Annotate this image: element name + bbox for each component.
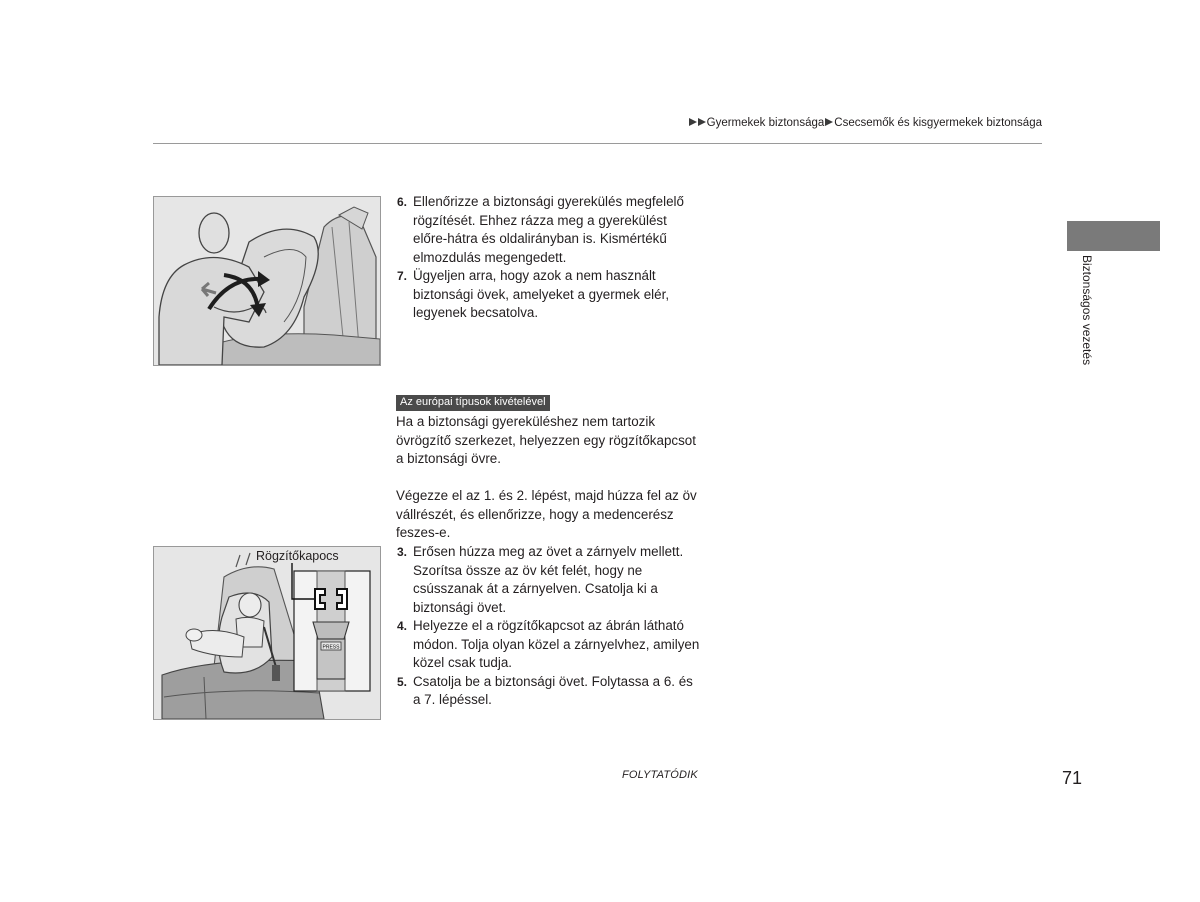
paragraph-intro: Ha a biztonsági gyereküléshez nem tartozik övrögzítő szerkezet, helyezzen egy rögzítőkapcsot a biztonsági övre. bbox=[396, 414, 696, 466]
child-seat-check-drawing bbox=[154, 197, 380, 365]
locking-clip-callout: Rögzítőkapocs bbox=[256, 549, 339, 563]
notice-badge: Az európai típusok kivételével bbox=[396, 395, 550, 411]
step-text: Erősen húzza meg az övet a zárnyelv mellett. Szorítsa össze az öv két felét, hogy ne csússzanak át a zárnyelven. Csatolja ki a biztonsági övet. bbox=[413, 544, 684, 615]
steps-list-top bbox=[397, 193, 697, 323]
step-item bbox=[397, 617, 702, 673]
triangle-right-icon bbox=[698, 118, 706, 126]
breadcrumb bbox=[660, 117, 1042, 129]
step-number: 4. bbox=[397, 619, 408, 633]
locking-clip-drawing bbox=[154, 547, 380, 719]
step-number: 7. bbox=[397, 269, 408, 283]
triangle-right-icon bbox=[825, 118, 833, 126]
step-number: 6. bbox=[397, 195, 408, 209]
buckle-press-label: PRESS bbox=[322, 644, 340, 651]
step-text: Ügyeljen arra, hogy azok a nem használt biztonsági övek, amelyeket a gyermek elér, legyenek becsatolva. bbox=[413, 268, 670, 320]
step-item bbox=[397, 673, 702, 710]
breadcrumb-item-infant-safety: Csecsemők és kisgyermekek biztonsága bbox=[834, 117, 1042, 129]
child-seat-check-illustration bbox=[153, 196, 381, 366]
step-text: Helyezze el a rögzítőkapcsot az ábrán látható módon. Tolja olyan közel a zárnyelvhez, amilyen közel csak tudja. bbox=[413, 618, 700, 670]
page-number: 71 bbox=[1062, 768, 1083, 788]
step-text: Csatolja be a biztonsági övet. Folytassa a 6. és a 7. lépéssel. bbox=[413, 673, 693, 707]
breadcrumb-item-child-safety: Gyermekek biztonsága bbox=[706, 117, 825, 129]
header-divider bbox=[153, 143, 1042, 144]
chapter-label-text: Biztonságos vezetés bbox=[1080, 255, 1094, 366]
step-text: Ellenőrizze a biztonsági gyerekülés megfelelő rögzítését. Ehhez rázza meg a gyerekülést előre-hátra és oldalirányban is. Kismértékű elmozdulás megengedett. bbox=[413, 194, 684, 265]
step-item bbox=[397, 193, 697, 267]
chapter-label bbox=[1080, 255, 1097, 375]
steps-list-bottom bbox=[397, 543, 702, 710]
continued-label: FOLYTATÓDIK bbox=[622, 769, 698, 781]
chapter-tab bbox=[1067, 221, 1160, 251]
step-number: 3. bbox=[397, 545, 408, 559]
paragraph-steps-intro: Végezze el az 1. és 2. lépést, majd húzza fel az öv vállrészét, és ellenőrizze, hogy a medencerész feszes-e. bbox=[396, 488, 697, 540]
step-item bbox=[397, 267, 697, 323]
triangle-right-icon bbox=[689, 118, 697, 126]
step-number: 5. bbox=[397, 674, 408, 689]
locking-clip-illustration bbox=[153, 546, 381, 720]
step-item bbox=[397, 543, 702, 617]
